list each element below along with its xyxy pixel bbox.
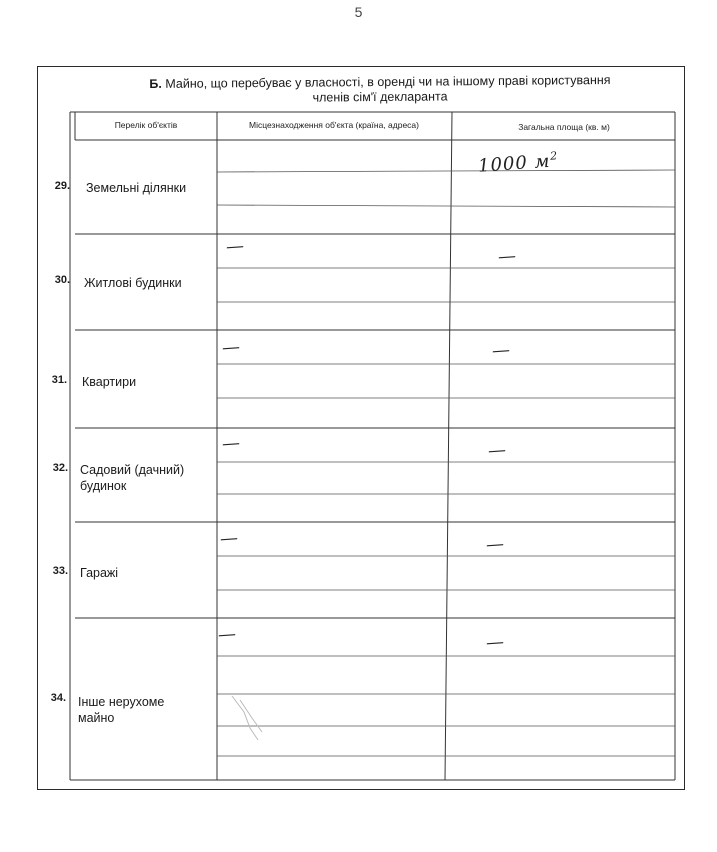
row-label: Земельні ділянки	[86, 181, 187, 195]
row-area-value: 1000 $м^2$	[477, 149, 559, 177]
row-label: Квартири	[82, 375, 137, 389]
row-area-value: —	[491, 339, 512, 362]
column-header-location: Місцезнаходження об'єкта (країна, адреса)	[249, 120, 419, 130]
row-area-value: —	[485, 533, 506, 556]
row-number: 30.	[54, 274, 70, 286]
row-label: Садовий (дачний) будинок	[80, 463, 185, 493]
row-number: 32.	[52, 462, 68, 474]
row-number: 31.	[51, 374, 67, 386]
row-location-value: —	[225, 235, 246, 258]
row-location-value: —	[219, 527, 240, 550]
row-number: 29.	[54, 180, 70, 192]
page-number: 5	[354, 4, 363, 20]
pen-scribble	[232, 696, 262, 740]
row-location-value: —	[221, 432, 242, 455]
column-header-objects: Перелік об'єктів	[114, 120, 178, 130]
row-area-value: —	[485, 631, 506, 654]
row-number: 33.	[52, 565, 68, 577]
row-label: Житлові будинки	[84, 276, 182, 290]
row-label: Гаражі	[80, 566, 119, 580]
section-title-line2: членів сім'ї декларанта	[312, 89, 448, 105]
section-prefix: Б.	[149, 76, 162, 92]
row-area-value: —	[497, 245, 518, 268]
section-title-line1: Майно, що перебуває у власності, в оренді чи на іншому праві користування	[165, 72, 611, 91]
row-location-value: —	[221, 336, 242, 359]
row-location-value: —	[217, 623, 238, 646]
column-header-area: Загальна площа (кв. м)	[518, 122, 610, 132]
row-area-value: —	[487, 439, 508, 462]
row-number: 34.	[50, 692, 66, 704]
row-label: Інше нерухоме майно	[78, 695, 165, 725]
